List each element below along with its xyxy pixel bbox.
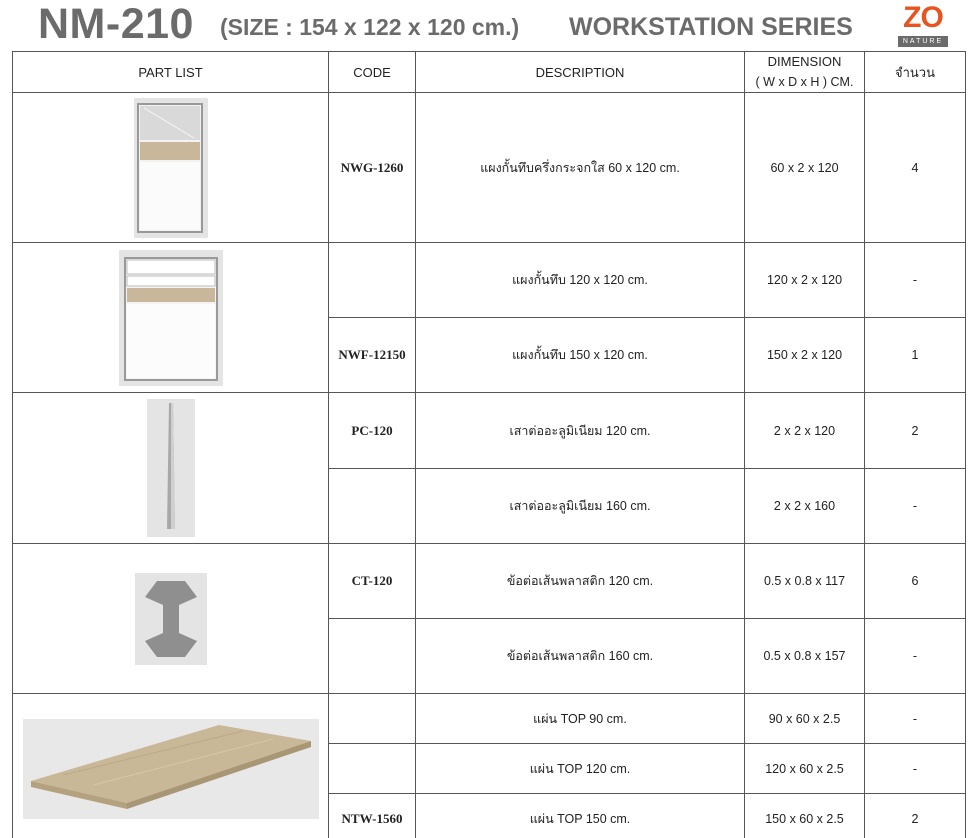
description-cell: ข้อต่อเส้นพลาสติก 120 cm.	[416, 544, 745, 619]
part-image-cell	[13, 93, 329, 243]
description-cell: แผ่น TOP 120 cm.	[416, 744, 745, 794]
code-cell	[329, 619, 416, 694]
code-cell: NTW-1560	[329, 794, 416, 838]
dimension-cell: 120 x 2 x 120	[745, 243, 865, 318]
parts-table	[12, 51, 966, 838]
code-cell: NWG-1260	[329, 93, 416, 243]
dimension-cell: 0.5 x 0.8 x 117	[745, 544, 865, 619]
description-cell: แผ่น TOP 150 cm.	[416, 794, 745, 838]
table-row	[13, 243, 966, 318]
part-image-cell	[13, 544, 329, 694]
qty-cell: -	[865, 243, 966, 318]
table-row	[13, 393, 966, 469]
qty-cell: 2	[865, 794, 966, 838]
desktop-top-image	[23, 719, 319, 819]
dimension-cell: 150 x 60 x 2.5	[745, 794, 865, 838]
brand-logo	[896, 1, 950, 47]
description-cell: แผงกั้นทึบ 150 x 120 cm.	[416, 318, 745, 393]
qty-cell: -	[865, 744, 966, 794]
qty-cell: -	[865, 694, 966, 744]
glass-panel-image	[134, 98, 208, 238]
table-row	[13, 544, 966, 619]
dimension-cell: 150 x 2 x 120	[745, 318, 865, 393]
code-cell	[329, 744, 416, 794]
dimension-cell: 60 x 2 x 120	[745, 93, 865, 243]
description-cell: แผงกั้นทึบ 120 x 120 cm.	[416, 243, 745, 318]
description-cell: แผงกั้นทึบครึ่งกระจกใส 60 x 120 cm.	[416, 93, 745, 243]
header-dimension: DIMENSION	[745, 52, 865, 72]
code-cell	[329, 469, 416, 544]
header-description: DESCRIPTION	[416, 52, 745, 93]
code-cell: CT-120	[329, 544, 416, 619]
dimension-cell: 2 x 2 x 120	[745, 393, 865, 469]
header-qty: จำนวน	[865, 52, 966, 93]
table-row	[13, 93, 966, 243]
description-cell: เสาต่ออะลูมิเนียม 160 cm.	[416, 469, 745, 544]
description-cell: เสาต่ออะลูมิเนียม 120 cm.	[416, 393, 745, 469]
description-cell: แผ่น TOP 90 cm.	[416, 694, 745, 744]
page-header	[0, 0, 970, 50]
header-part-list: PART LIST	[13, 52, 329, 93]
dimension-cell: 0.5 x 0.8 x 157	[745, 619, 865, 694]
aluminium-post-image	[147, 399, 195, 537]
qty-cell: -	[865, 469, 966, 544]
qty-cell: -	[865, 619, 966, 694]
solid-panel-image	[119, 250, 223, 386]
logo-main-text: ZO	[903, 1, 943, 34]
plastic-connector-image	[135, 573, 207, 665]
qty-cell: 1	[865, 318, 966, 393]
part-image-cell	[13, 243, 329, 393]
code-cell	[329, 694, 416, 744]
qty-cell: 2	[865, 393, 966, 469]
qty-cell: 4	[865, 93, 966, 243]
part-image-cell	[13, 393, 329, 544]
dimension-cell: 90 x 60 x 2.5	[745, 694, 865, 744]
header-dimension-unit: ( W x D x H ) CM.	[745, 72, 865, 93]
model-number: NM-210	[38, 0, 194, 48]
series-label: WORKSTATION SERIES	[569, 13, 853, 41]
header-code: CODE	[329, 52, 416, 93]
table-row	[13, 694, 966, 744]
code-cell: PC-120	[329, 393, 416, 469]
dimension-cell: 2 x 2 x 160	[745, 469, 865, 544]
part-image-cell	[13, 694, 329, 838]
qty-cell: 6	[865, 544, 966, 619]
code-cell	[329, 243, 416, 318]
size-label: (SIZE : 154 x 122 x 120 cm.)	[220, 14, 520, 40]
code-cell: NWF-12150	[329, 318, 416, 393]
description-cell: ข้อต่อเส้นพลาสติก 160 cm.	[416, 619, 745, 694]
dimension-cell: 120 x 60 x 2.5	[745, 744, 865, 794]
logo-sub-text: NATURE	[898, 36, 948, 47]
